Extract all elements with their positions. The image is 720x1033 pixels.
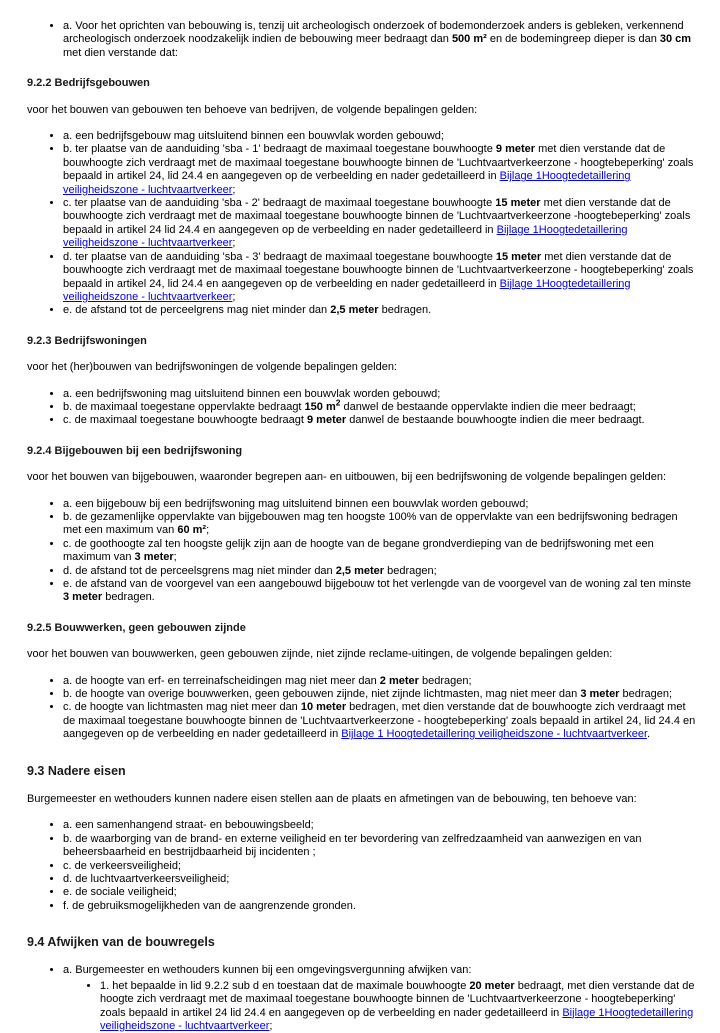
bold-text: 15 meter [495, 250, 542, 263]
bold-text: 60 m² [177, 524, 207, 537]
list-item [63, 873, 698, 886]
text-run: met dien verstande dat de bouwhoogte zich verdraagt met de maximaal toegestane bouwhoogte binnen de 'Luchtvaartverkeerzone - hoogtebeperking' zoals bepaald in artikel 24, lid 24.4 en aangegeven op de verbeelding en nader gedetailleerd in [63, 143, 694, 183]
list-item [63, 675, 698, 688]
section-heading-9-2-5: 9.2.5 Bouwwerken, geen gebouwen zijnde [27, 621, 246, 634]
list-item [100, 980, 698, 1033]
text-run: c. ter plaatse van de aanduiding 'sba - 2' bedraagt de maximaal toegestane bouwhoogte [63, 197, 496, 210]
nested-bullet-list-9-4 [63, 980, 698, 1033]
appendix-hyperlink[interactable]: Bijlage 1Hoogtedetaillering veiligheidszone - luchtvaartverkeer [63, 277, 631, 303]
text-run: a. een bedrijfsgebouw mag uitsluitend binnen een bouwvlak worden gebouwd; [63, 130, 444, 143]
list-item [63, 900, 698, 913]
section-heading-9-2-2: 9.2.2 Bedrijfsgebouwen [27, 77, 150, 90]
text-run: met dien verstande dat de bouwhoogte zich verdraagt met de maximaal toegestane bouwhoogte binnen de 'Luchtvaartverkeerzone -hoogtebeperking' zoals bepaald in artikel 24 lid 24.4 en aangegeven op de verbeelding en nader gedetailleerd in [63, 197, 691, 236]
bold-text: 3 meter [134, 551, 174, 564]
text-run: b. de gezamenlijke oppervlakte van bijgebouwen mag ten hoogste 100% van de oppervlakte van een bedrijfswoning bedragen met een maximum van [63, 510, 678, 537]
list-item [63, 578, 698, 605]
bold-text: 500 m² [451, 33, 487, 46]
text-run: ; [269, 1020, 273, 1033]
bold-text: 150 m [304, 400, 336, 413]
bullet-list-9-3 [27, 819, 698, 913]
text-run: ; [173, 551, 177, 564]
section-heading-9-4: 9.4 Afwijken van de bouwregels [27, 935, 215, 950]
text-run: c. de verkeersveiligheid; [63, 859, 182, 872]
list-item [63, 251, 698, 305]
list-item [63, 197, 698, 251]
appendix-hyperlink[interactable]: Bijlage 1Hoogtedetaillering veiligheidszone - luchtvaartverkeer [100, 1006, 694, 1033]
bold-text: 2 meter [379, 674, 419, 687]
list-item [63, 964, 698, 977]
appendix-hyperlink[interactable]: Bijlage 1Hoogtedetaillering veiligheidszone - luchtvaartverkeer [63, 170, 631, 196]
bullet-list-9-2-2 [27, 130, 698, 318]
text-run: a. een bijgebouw bij een bedrijfswoning mag uitsluitend binnen een bouwvlak worden gebouwd; [63, 497, 529, 510]
bold-text: 20 meter [469, 979, 515, 992]
section-intro-9-3: Burgemeester en wethouders kunnen nadere eisen stellen aan de plaats en afmetingen van de bebouwing, ten behoeve van: [27, 792, 637, 805]
top-bullet-list [27, 20, 698, 60]
list-item [63, 397, 698, 414]
text-run: 1. het bepaalde in lid 9.2.2 sub d en toestaan dat de maximale bouwhoogte [100, 979, 470, 992]
list-item [63, 20, 698, 60]
superscript-text: 2 [335, 397, 341, 408]
text-run: danwel de bestaande bouwhoogte indien die meer bedraagt. [346, 414, 645, 427]
text-run: b. de hoogte van overige bouwwerken, geen gebouwen zijnde, niet zijnde lichtmasten, mag niet meer dan [63, 688, 581, 701]
text-run: f. de gebruiksmogelijkheden van de aangrenzende gronden. [63, 899, 356, 912]
list-item [63, 538, 698, 565]
bold-text: 2,5 meter [335, 564, 385, 577]
text-run: a. Burgemeester en wethouders kunnen bij een omgevingsvergunning afwijken van: [63, 964, 472, 977]
bold-text: 3 meter [580, 688, 620, 701]
section-heading-9-3: 9.3 Nadere eisen [27, 763, 126, 778]
text-run: e. de afstand tot de perceelgrens mag niet minder dan [63, 304, 331, 317]
text-run: e. de afstand van de voorgevel van een aangebouwd bijgebouw tot het verlengde van de voorgevel van de woning zal ten minste [63, 578, 692, 590]
bold-text: 3 meter [63, 591, 103, 604]
bold-text: 15 meter [495, 197, 541, 210]
text-run: a. de hoogte van erf- en terreinafscheidingen mag niet meer dan [63, 674, 380, 687]
list-item [63, 701, 698, 741]
list-item [63, 143, 698, 197]
list-item [63, 498, 698, 511]
text-run: d. de luchtvaartverkeersveiligheid; [63, 872, 230, 885]
section-intro-9-2-2: voor het bouwen van gebouwen ten behoeve van bedrijven, de volgende bepalingen gelden: [27, 103, 478, 116]
section-intro-9-2-4: voor het bouwen van bijgebouwen, waaronder begrepen aan- en uitbouwen, bij een bedrijfswoning de volgende bepalingen gelden: [27, 471, 667, 484]
appendix-hyperlink[interactable]: Bijlage 1 Hoogtedetaillering veiligheidszone - luchtvaartverkeer [341, 728, 648, 741]
text-run: b. de maximaal toegestane oppervlakte bedraagt [63, 400, 305, 413]
list-item [63, 688, 698, 701]
bold-text: 9 meter [307, 414, 347, 427]
bullet-list-9-2-4 [27, 498, 698, 605]
text-run: bedragen. [378, 304, 432, 317]
text-run: bedraagt, met dien verstande dat de hoogte zich verdraagt met de maximaal toegestane bouwhoogte binnen de 'Luchtvaartverkeerzone - hoogtebeperking' zoals bepaald in artikel 24 lid 24.4 en aangegeven op de verbeelding en nader gedetailleerd in [100, 979, 695, 1019]
appendix-hyperlink[interactable]: Bijlage 1Hoogtedetaillering veiligheidszone - luchtvaartverkeer [63, 223, 628, 250]
text-run: e. de sociale veiligheid; [63, 886, 177, 899]
bold-text: 30 cm [659, 33, 692, 46]
section-intro-9-2-3: voor het (her)bouwen van bedrijfswoningen de volgende bepalingen gelden: [27, 361, 397, 374]
list-item [63, 130, 698, 143]
list-item [63, 511, 698, 538]
list-item [63, 304, 698, 317]
text-run: danwel de bestaande oppervlakte indien die meer bedraagt; [340, 400, 636, 413]
text-run: bedragen. [102, 591, 155, 604]
section-heading-9-2-4: 9.2.4 Bijgebouwen bij een bedrijfswoning [27, 444, 243, 457]
text-run: b. ter plaatse van de aanduiding 'sba - 1' bedraagt de maximaal toegestane bouwhoogte [63, 143, 496, 156]
list-item [63, 565, 698, 578]
text-run: a. een samenhangend straat- en bebouwingsbeeld; [63, 819, 314, 832]
bullet-list-9-2-5 [27, 675, 698, 742]
text-run: met dien verstande dat de bouwhoogte zich verdraagt met de maximaal toegestane bouwhoogte binnen de 'Luchtvaartverkeerzone - hoogtebeperking' zoals bepaald in artikel 24, lid 24.4 en aangegeven op de verbeelding en nader gedetailleerd in [63, 250, 694, 290]
bold-text: 9 meter [495, 143, 536, 156]
section-intro-9-2-5: voor het bouwen van bouwwerken, geen gebouwen zijnde, niet zijnde reclame-uitingen, de volgende bepalingen gelden: [27, 648, 613, 661]
text-run: a. Voor het oprichten van bebouwing is, tenzij uit archeologisch onderzoek of bodemonderzoek anders is gebleken, verkennend archeologisch onderzoek noodzakelijk indien de bebouwing meer bedraagt dan [63, 20, 684, 46]
text-run: ; [232, 237, 236, 250]
text-run: c. de maximaal toegestane bouwhoogte bedraagt [63, 414, 307, 427]
text-run: bedragen; [384, 564, 437, 577]
text-run: ; [232, 183, 236, 196]
list-item [63, 886, 698, 899]
list-item [63, 860, 698, 873]
text-run: met dien verstande dat: [63, 46, 178, 59]
text-run: ; [206, 524, 210, 537]
text-run: b. de waarborging van de brand- en externe veiligheid en ter bevordering van zelfredzaamheid van aanwezigen en van beheersbaarheid en bestrijdbaarheid bij incidenten ; [63, 832, 642, 859]
text-run: c. de goothoogte zal ten hoogste gelijk zijn aan de hoogte van de begane grondverdieping van de bedrijfswoning met een maximum van [63, 537, 654, 564]
bullet-list-9-4 [27, 964, 698, 1033]
text-run: bedragen; [418, 674, 472, 687]
list-item [63, 833, 698, 860]
text-run: a. een bedrijfswoning mag uitsluitend binnen een bouwvlak worden gebouwd; [63, 387, 441, 400]
text-run: d. ter plaatse van de aanduiding 'sba - 3' bedraagt de maximaal toegestane bouwhoogte [63, 250, 496, 263]
bullet-list-9-2-3 [27, 388, 698, 428]
bold-text: 2,5 meter [330, 304, 379, 317]
text-run: bedragen; [619, 688, 673, 701]
list-item [63, 819, 698, 832]
list-item [63, 388, 698, 401]
section-heading-9-2-3: 9.2.3 Bedrijfswoningen [27, 334, 147, 347]
text-run: . [647, 728, 651, 741]
list-item [63, 414, 698, 427]
text-run: ; [232, 290, 236, 303]
text-run: bedragen, met dien verstande dat de bouwhoogte zich verdraagt met de maximaal toegestane bouwhoogte binnen de 'Luchtvaartverkeerzone - hoogtebeperking' zoals bepaald in artikel 24, lid 24.4 en aangegeven op de verbeelding en nader gedetailleerd in [63, 701, 696, 741]
text-run: en de bodemingreep dieper is dan [486, 33, 660, 46]
text-run: c. de hoogte van lichtmasten mag niet meer dan [63, 701, 301, 714]
text-run: d. de afstand tot de perceelsgrens mag niet minder dan [63, 564, 336, 577]
bold-text: 10 meter [300, 701, 347, 714]
